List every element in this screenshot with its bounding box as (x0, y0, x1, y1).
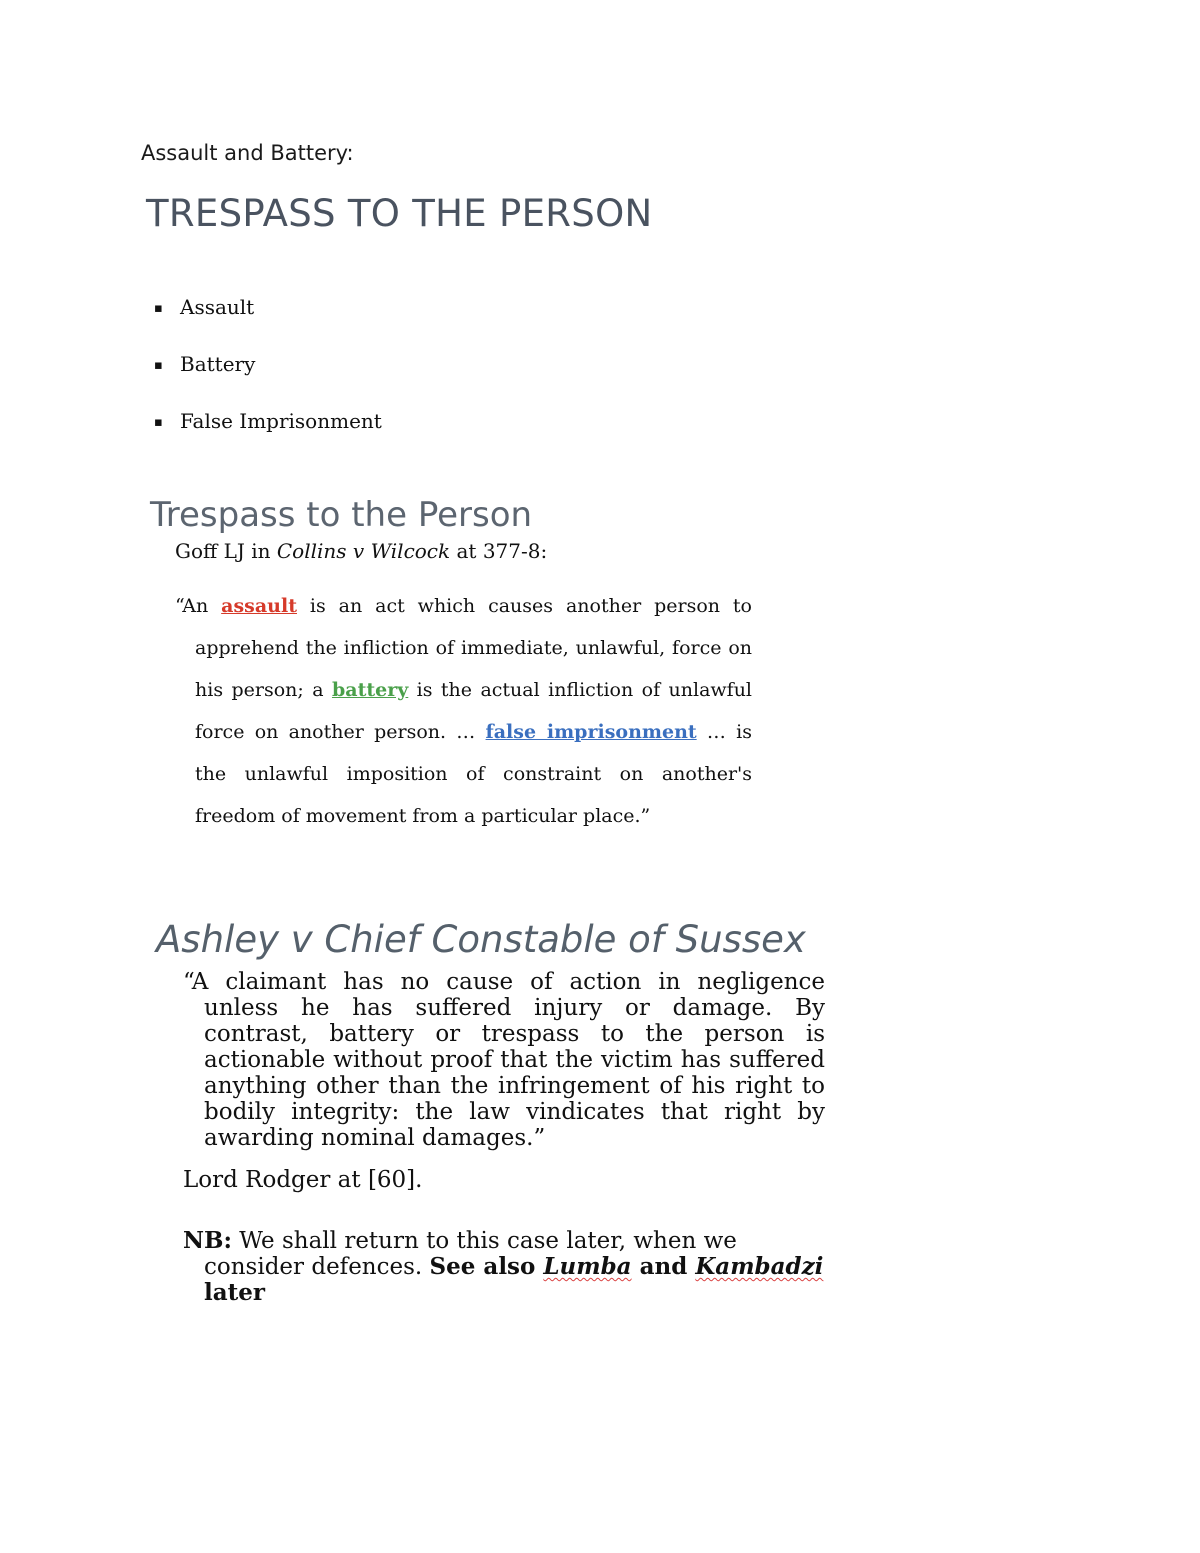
nb-note (183, 1228, 825, 1306)
list-item (150, 406, 382, 463)
nb-label: NB: (183, 1227, 232, 1254)
definitions-quote (175, 585, 752, 837)
later-label: later (204, 1279, 266, 1306)
case-citation (175, 539, 547, 563)
quote-text: is an act which causes another person to apprehend the infliction of immediate, unlawful, force on his person; a (195, 595, 752, 701)
see-also-label: See also (429, 1253, 544, 1280)
slide-title-ashley: Ashley v Chief Constable of Sussex (156, 918, 806, 961)
ashley-quote: “A claimant has no cause of action in negligence unless he has suffered injury or damage. By contrast, battery or trespass to the person is actionable without proof that the victim has suffered anything other than the infringement of his right to bodily integrity: the law vindicates that right by awarding nominal damages.” (183, 969, 825, 1151)
quote-text: “An (175, 595, 222, 617)
quote-text: is the actual infliction of unlawful force on another person. … (195, 679, 753, 743)
square-bullet-icon: ▪ (154, 301, 163, 316)
bullet-label: Battery (180, 352, 256, 376)
case-kambadzi: Kambadzi (695, 1253, 824, 1280)
document-heading: Assault and Battery: (141, 141, 354, 165)
quote-attribution: Lord Rodger at [60]. (183, 1167, 423, 1193)
bullet-list (150, 292, 382, 463)
square-bullet-icon: ▪ (154, 358, 163, 373)
bullet-label: False Imprisonment (180, 409, 382, 433)
quote-text: … is the unlawful imposition of constraint on another's freedom of movement from a particular place.” (195, 721, 753, 827)
list-item (150, 292, 382, 349)
nb-text: We shall return to this case later, when we consider defences. (204, 1228, 737, 1280)
keyword-battery: battery (331, 679, 409, 701)
citation-prefix: Goff LJ in (175, 539, 277, 563)
bullet-label: Assault (180, 295, 255, 319)
case-lumba: Lumba (543, 1253, 632, 1280)
citation-suffix: at 377-8: (450, 539, 548, 563)
slide-title-definitions: Trespass to the Person (150, 495, 533, 535)
list-item (150, 349, 382, 406)
slide-title-trespass: TRESPASS TO THE PERSON (146, 192, 653, 235)
and-label: and (631, 1253, 696, 1280)
case-name: Collins v Wilcock (276, 539, 451, 563)
keyword-false-imprisonment: false imprisonment (485, 721, 697, 743)
square-bullet-icon: ▪ (154, 415, 163, 430)
keyword-assault: assault (221, 595, 297, 617)
